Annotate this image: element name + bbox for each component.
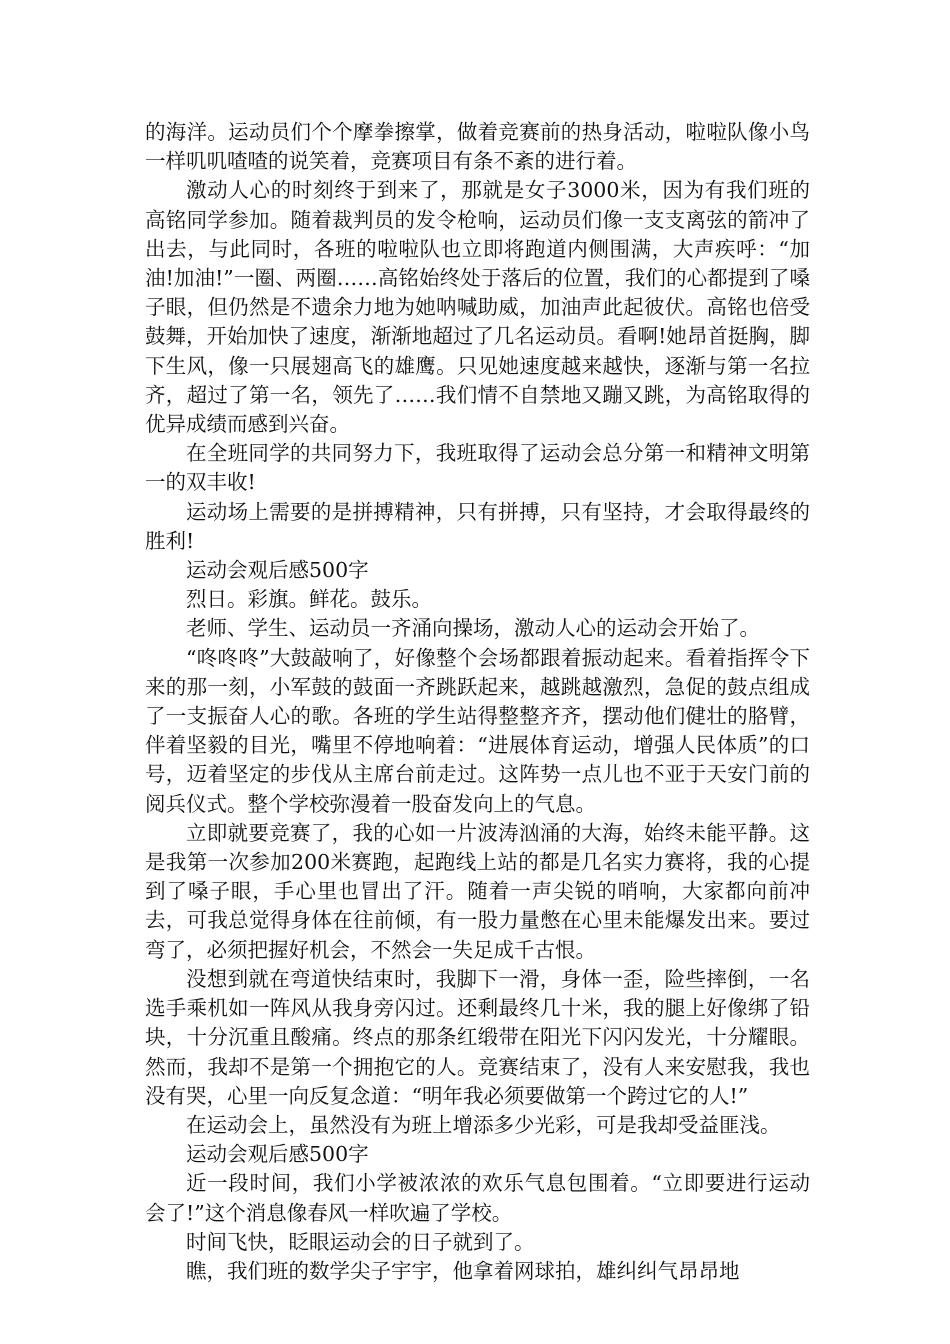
paragraph: 的海洋。运动员们个个摩拳擦掌，做着竞赛前的热身活动，啦啦队像小鸟一样叽叽喳喳的说笑着，竞赛项目有条不紊的进行着。 [145,120,810,174]
paragraph: 立即就要竞赛了，我的心如一片波涛汹涌的大海，始终未能平静。这是我第一次参加200米赛跑，起跑线上站的都是几名实力赛将，我的心提到了嗓子眼，手心里也冒出了汗。随着一声尖锐的哨响，大家都向前冲去，可我总觉得身体在往前倾，有一股力量憋在心里未能爆发出来。要过弯了，必须把握好机会，不然会一失足成千古恨。 [145,820,810,962]
paragraph: 近一段时间，我们小学被浓浓的欢乐气息包围着。“立即要进行运动会了!”这个消息像春风一样吹遍了学校。 [145,1171,810,1225]
section-heading: 运动会观后感500字 [186,558,369,583]
paragraph: 时间飞快，眨眼运动会的日子就到了。 [186,1229,535,1254]
paragraph: 瞧，我们班的数学尖子宇宇，他拿着网球拍，雄纠纠气昂昂地 [186,1258,740,1283]
paragraph: 在运动会上，虽然没有为班上增添多少光彩，可是我却受益匪浅。 [186,1112,781,1137]
paragraph: 烈日。彩旗。鲜花。鼓乐。 [186,587,432,612]
paragraph: 运动场上需要的是拼搏精神，只有拼搏，只有坚持，才会取得最终的胜利! [145,499,810,553]
paragraph: 老师、学生、运动员一齐涌向操场，激动人心的运动会开始了。 [186,616,760,641]
paragraph: “咚咚咚”大鼓敲响了，好像整个会场都跟着振动起来。看着指挥令下来的那一刻，小军鼓的鼓面一齐跳跃起来，越跳越激烈，急促的鼓点组成了一支振奋人心的歌。各班的学生站得整整齐齐，摆动他们健壮的胳臂，伴着坚毅的目光，嘴里不停地响着：“进展体育运动，增强人民体质”的口号，迈着坚定的步伐从主席台前走过。这阵势一点儿也不亚于天安门前的阅兵仪式。整个学校弥漫着一股奋发向上的气息。 [145,645,810,816]
paragraph: 在全班同学的共同努力下，我班取得了运动会总分第一和精神文明第一的双丰收! [145,441,810,495]
section-heading: 运动会观后感500字 [186,1142,369,1167]
paragraph: 没想到就在弯道快结束时，我脚下一滑，身体一歪，险些摔倒，一名选手乘机如一阵风从我身旁闪过。还剩最终几十米，我的腿上好像绑了铅块，十分沉重且酸痛。终点的那条红缎带在阳光下闪闪发光，十分耀眼。然而，我却不是第一个拥抱它的人。竞赛结束了，没有人来安慰我，我也没有哭，心里一向反复念道：“明年我必须要做第一个跨过它的人!” [145,966,810,1108]
paragraph: 激动人心的时刻终于到来了，那就是女子3000米，因为有我们班的高铭同学参加。随着裁判员的发令枪响，运动员们像一支支离弦的箭冲了出去，与此同时，各班的啦啦队也立即将跑道内侧围满，大声疾呼：“加油!加油!”一圈、两圈……高铭始终处于落后的位置，我们的心都提到了嗓子眼，但仍然是不遗余力地为她呐喊助威，加油声此起彼伏。高铭也倍受鼓舞，开始加快了速度，渐渐地超过了几名运动员。看啊!她昂首挺胸，脚下生风，像一只展翅高飞的雄鹰。只见她速度越来越快，逐渐与第一名拉齐，超过了第一名，领先了……我们情不自禁地又蹦又跳，为高铭取得的优异成绩而感到兴奋。 [145,178,810,437]
document-body [145,118,810,1286]
